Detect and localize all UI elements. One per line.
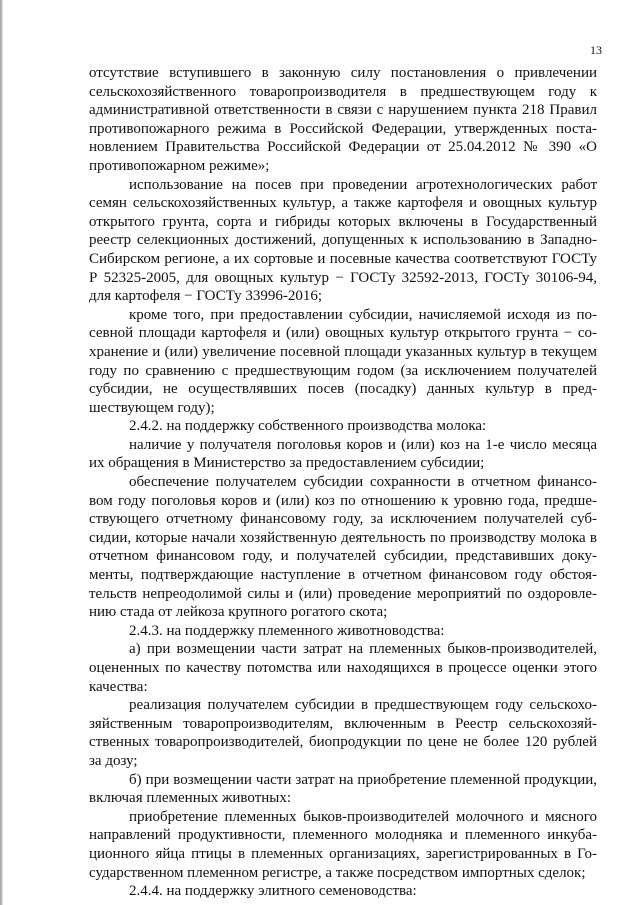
paragraph-6: обеспечение получателем субсидии сохранности в отчетном финансовом году поголовья коров и (или) коз по отношению к уровню года, предшествующего отчетному финансовому году, за исключением получателей субсидии, которые начали хозяйственную деятельность по производству молока в отчетном финансовом году, и получателей субсидии, представивших документы, подтверждающие наступление в отчетном финансовом году обстоятельств непреодолимой силы и (или) проведение мероприятий по оздоровлению стада от лейкоза крупного рогатого скота; — [89, 474, 597, 621]
page-number: 13 — [590, 43, 602, 57]
document-body — [89, 64, 597, 901]
paragraph-3: кроме того, при предоставлении субсидии, начисляемой исходя из посевной площади картофеля и (или) овощных культур открытого грунта − сохранение и (или) увеличение посевной площади указанных культур в текущем году по сравнению с предшествующим годом (за исключением получателей субсидии, не осуществлявших посев (посадку) данных культур в предшествующем году); — [89, 306, 597, 416]
section-heading-2-4-4: 2.4.4. на поддержку элитного семеноводства: — [129, 883, 417, 900]
paragraph-11: приобретение племенных быков-производителей молочного и мясного направлений продуктивности, племенного молодняка и племенного инкубационного яйца птицы в племенных организациях, зарегистрированных в Государственном племенном регистре, а также посредством импортных сделок; — [89, 808, 597, 881]
paragraph-5: наличие у получателя поголовья коров и (или) коз на 1-е число месяца их обращения в Министерство за предоставлением субсидии; — [89, 436, 597, 472]
section-heading-2-4-3: 2.4.3. на поддержку племенного животноводства: — [129, 622, 445, 639]
page-scan-edge — [0, 0, 3, 905]
paragraph-1: отсутствие вступившего в законную силу постановления о привлечении сельскохозяйственного товаропроизводителя в предшествующем году к административной ответственности в связи с нарушением пункта 218 Правил противопожарного режима в Российской Федерации, утвержденных постановлением Правительства Российской Федерации от 25.04.2012 № 390 «О противопожарном режиме»; — [89, 65, 597, 174]
section-heading-2-4-2: 2.4.2. на поддержку собственного производства молока: — [129, 418, 487, 435]
paragraph-2: использование на посев при проведении агротехнологических работ семян сельскохозяйственных культур, а также картофеля и овощных культур открытого грунта, сорта и гибриды которых включены в Государственный реестр селекционных достижений, допущенных к использованию в Западно-Сибирском регионе, а их сортовые и посевные качества соответствуют ГОСТу Р 52325-2005, для овощных культур − ГОСТу 32592-2013, ГОСТу 30106-94, для картофеля − ГОСТу 33996-2016; — [89, 176, 597, 305]
paragraph-10: б) при возмещении части затрат на приобретение племенной продукции, включая племенных животных: — [89, 771, 597, 807]
paragraph-9: реализация получателем субсидии в предшествующем году сельскохозяйственным товаропроизводителям, включенным в Реестр сельскохозяйственных товаропроизводителей, биопродукции по цене не более 120 рублей за дозу; — [89, 697, 597, 769]
paragraph-8: а) при возмещении части затрат на племенных быков-производителей, оцененных по качеству потомства или находящихся в процессе оценки этого качества: — [89, 641, 597, 695]
